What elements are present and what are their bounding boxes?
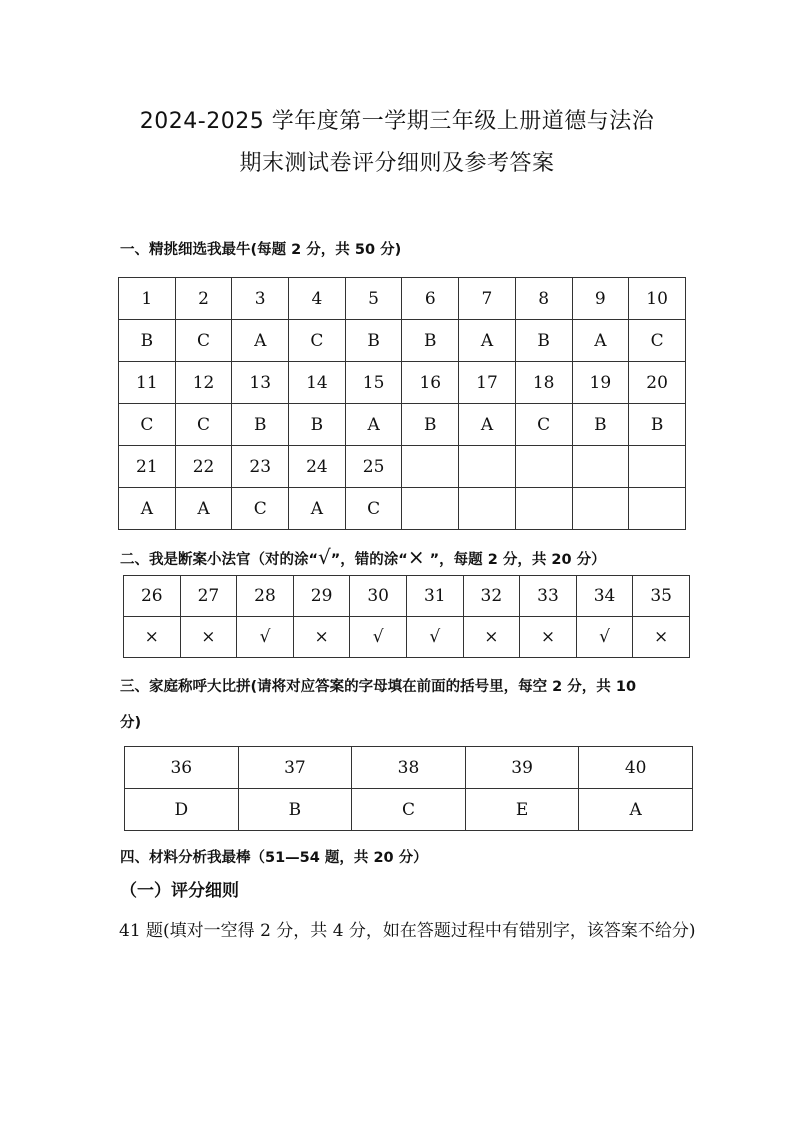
section1-table-cell: 11 — [119, 362, 176, 404]
section3-table-cell: B — [238, 789, 352, 831]
section2-table-cell: 33 — [520, 576, 577, 617]
section1-table-cell: 6 — [402, 278, 459, 320]
section1-table-cell — [515, 446, 572, 488]
section1-table-cell: A — [232, 320, 289, 362]
section1-table-cell: A — [572, 320, 629, 362]
section1-table-row — [119, 320, 686, 362]
section3-table-row — [125, 747, 693, 789]
section2-heading-part-b: ”，错的涂“ — [330, 552, 408, 568]
section2-table-row — [124, 576, 690, 617]
section1-table-cell: B — [289, 404, 346, 446]
section1-table-cell — [402, 488, 459, 530]
section1-table-cell: A — [119, 488, 176, 530]
section1-table-cell: 10 — [629, 278, 686, 320]
section3-table-cell: C — [352, 789, 466, 831]
section2-heading — [120, 545, 606, 569]
section1-table-cell: 2 — [175, 278, 232, 320]
section4-heading: 四、材料分析我最棒（51—54 题，共 20 分） — [120, 850, 428, 866]
section1-table-cell: 9 — [572, 278, 629, 320]
section1-table-cell: 15 — [345, 362, 402, 404]
section1-table-cell: 14 — [289, 362, 346, 404]
section1-table-cell: C — [119, 404, 176, 446]
section1-table-row — [119, 446, 686, 488]
section1-table-cell: C — [345, 488, 402, 530]
section1-table-cell: 23 — [232, 446, 289, 488]
section1-table-cell: 8 — [515, 278, 572, 320]
section4-paragraph: 41 题(填对一空得 2 分，共 4 分，如在答题过程中有错别字，该答案不给分) — [119, 921, 696, 941]
section1-table-cell: 21 — [119, 446, 176, 488]
section3-table-cell: 40 — [579, 747, 693, 789]
section1-table-cell: 24 — [289, 446, 346, 488]
section1-table-cell: C — [629, 320, 686, 362]
section2-table-cell: × — [463, 617, 520, 658]
section1-table-cell: B — [345, 320, 402, 362]
section2-table-cell: × — [124, 617, 181, 658]
section1-table-cell: B — [119, 320, 176, 362]
section1-table-cell: 20 — [629, 362, 686, 404]
section2-table-cell: × — [180, 617, 237, 658]
section2-table-cell: 30 — [350, 576, 407, 617]
section1-table-cell: 17 — [459, 362, 516, 404]
section3-table-row — [125, 789, 693, 831]
section1-table-cell — [629, 446, 686, 488]
section1-table-cell: A — [289, 488, 346, 530]
section2-table-cell: √ — [237, 617, 294, 658]
section2-answer-table — [123, 575, 690, 658]
section1-table-cell: C — [175, 404, 232, 446]
section1-table-cell: C — [232, 488, 289, 530]
section1-table-cell: A — [459, 320, 516, 362]
section3-table-cell: 36 — [125, 747, 239, 789]
section2-table-cell: × — [520, 617, 577, 658]
cross-mark-icon: × — [407, 545, 425, 569]
section1-table-row — [119, 404, 686, 446]
section2-table-cell: 32 — [463, 576, 520, 617]
doc-title-line2: 期末测试卷评分细则及参考答案 — [239, 151, 555, 176]
section1-table-row — [119, 362, 686, 404]
section1-table-cell: 22 — [175, 446, 232, 488]
section2-table-cell: √ — [406, 617, 463, 658]
section1-table-cell: 16 — [402, 362, 459, 404]
section3-table-cell: D — [125, 789, 239, 831]
section1-table-cell: B — [572, 404, 629, 446]
section1-answer-table — [118, 277, 686, 530]
section2-table-cell: 34 — [576, 576, 633, 617]
section1-table-cell: 5 — [345, 278, 402, 320]
section2-table-cell: × — [293, 617, 350, 658]
section2-table-cell: 31 — [406, 576, 463, 617]
section1-table-cell: 4 — [289, 278, 346, 320]
section2-table-cell: 28 — [237, 576, 294, 617]
section3-heading-line1: 三、家庭称呼大比拼(请将对应答案的字母填在前面的括号里，每空 2 分，共 10 — [120, 679, 637, 695]
section1-table-cell: 12 — [175, 362, 232, 404]
section2-table-cell: √ — [576, 617, 633, 658]
section1-table-cell: C — [175, 320, 232, 362]
section1-table-cell: B — [515, 320, 572, 362]
section2-heading-part-a: 二、我是断案小法官（对的涂“ — [120, 552, 319, 568]
section1-table-cell — [515, 488, 572, 530]
section3-table-cell: 39 — [465, 747, 579, 789]
section2-table-row — [124, 617, 690, 658]
section2-table-cell: 35 — [633, 576, 690, 617]
section1-table-cell — [459, 488, 516, 530]
section1-table-cell: B — [232, 404, 289, 446]
section1-table-cell: C — [289, 320, 346, 362]
section1-table-cell — [402, 446, 459, 488]
section4-subheading: （一）评分细则 — [120, 881, 239, 901]
section2-table-cell: 26 — [124, 576, 181, 617]
section3-table-cell: E — [465, 789, 579, 831]
section1-table-cell: A — [459, 404, 516, 446]
section1-table-cell: 18 — [515, 362, 572, 404]
section1-table-cell — [572, 446, 629, 488]
section2-table-cell: × — [633, 617, 690, 658]
section1-heading: 一、精挑细选我最牛(每题 2 分，共 50 分) — [120, 242, 402, 258]
section2-table-cell: 29 — [293, 576, 350, 617]
section1-table-cell: 19 — [572, 362, 629, 404]
section1-table-row — [119, 278, 686, 320]
section1-table-cell: 3 — [232, 278, 289, 320]
section1-table-cell: 25 — [345, 446, 402, 488]
section1-table-cell: B — [402, 320, 459, 362]
section1-table-cell — [572, 488, 629, 530]
section1-table-cell: 13 — [232, 362, 289, 404]
section3-answer-table — [124, 746, 693, 831]
section1-table-cell: A — [345, 404, 402, 446]
check-mark-icon: √ — [318, 545, 331, 569]
section3-table-cell: A — [579, 789, 693, 831]
section1-table-cell — [629, 488, 686, 530]
section1-table-cell: 7 — [459, 278, 516, 320]
section3-heading-line2: 分) — [120, 715, 142, 731]
doc-title-line1: 2024-2025 学年度第一学期三年级上册道德与法治 — [139, 109, 655, 134]
section3-table-cell: 37 — [238, 747, 352, 789]
section1-table-cell — [459, 446, 516, 488]
section1-table-cell: B — [629, 404, 686, 446]
section1-table-cell: C — [515, 404, 572, 446]
section2-table-cell: √ — [350, 617, 407, 658]
section2-table-cell: 27 — [180, 576, 237, 617]
section2-heading-part-c: ”，每题 2 分，共 20 分） — [424, 552, 606, 568]
section1-table-cell: A — [175, 488, 232, 530]
section1-table-row — [119, 488, 686, 530]
section1-table-cell: B — [402, 404, 459, 446]
section1-table-cell: 1 — [119, 278, 176, 320]
section3-table-cell: 38 — [352, 747, 466, 789]
